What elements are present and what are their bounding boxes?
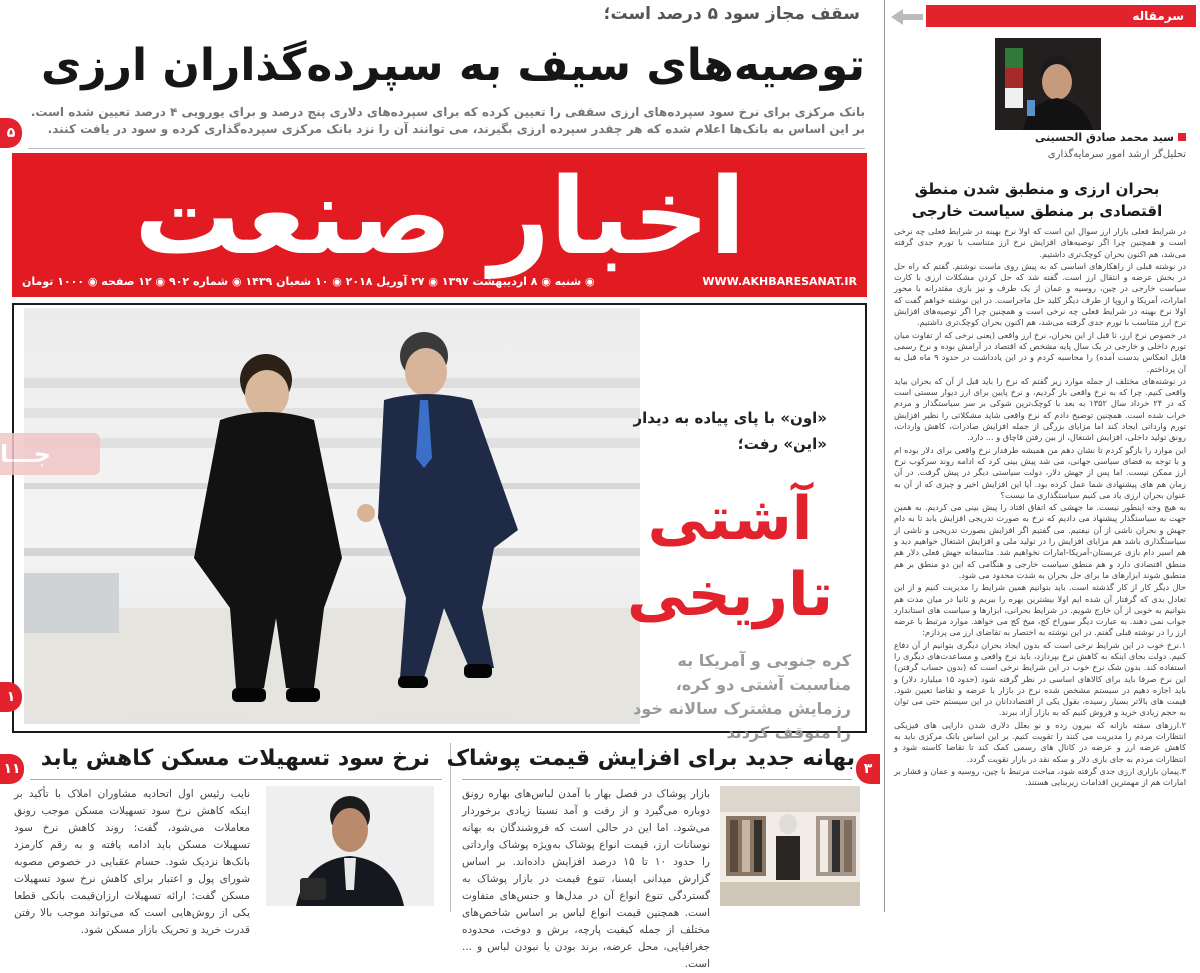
author-photo [995,38,1101,130]
opinion-column [884,0,1196,912]
divider [30,779,442,780]
bottom-right-headline[interactable]: بهانه جدید برای افزایش قیمت پوشاک [446,746,855,771]
opinion-paragraph: در شرایط فعلی بازار ارز سوال این است که اولا نرخ بهینه در شرایط فعلی چه نرخی است و همچنین چرا اگر توصیه‌های افزایش نرخ ارز متناسب با تورم جدی گرفته می‌شد، هم اکنون بحران کوچک‌تری داشتیم. [894,226,1186,259]
opinion-paragraph: ۲.ارزهای سفته بازانه که بیرون زده و نو بعلل دلاری شدن دارایی های فیزیکی انتظارات مردم را مدیریت می کنند را تقویت کنیم. بر این اساس بانک مرکزی باید به کاهش عرضه ارز و عرضه در کانال های رسمی کمک کند تا تقاضا کاسته شود و انتظارات مردم به جای بازی دلار و سکه نقد در بازار تقویت گردد. [894,719,1186,764]
official-portrait [266,786,434,906]
opinion-paragraph: این موارد را بازگو کردم تا نشان دهم من همیشه طرفدار نرخ واقعی برای دلار بوده ام و با توجه به فضای سیاسی جهانی، می شد پیش بینی کرد که ادامه روند سرکوب نرخ ارز ممکن نیست. اما پس از جهش دلار، دولت سیاستی دیگر در پیش گرفت. در آن زمان هم های پیشنهادی شما عمل کرده بود. آیا این افزایش اخیر و چیزی که از آن به عنوان بحران ارزی یاد می کنیم سیاستگذاری ما نیست؟ [894,444,1186,500]
bottom-left-body: نایب رئیس اول اتحادیه مشاوران املاک با تأکید بر اینکه کاهش نرخ سود تسهیلات مسکن موجب رونق معاملات می‌شود، گفت: روند کاهش نرخ سود تسهیلات مسکن باید ادامه یافته و به رقم کارمزد بانک‌ها نزدیک شود. حسام عقبایی در خصوص مصوبه شورای پول و اعتبار برای کاهش نرخ سود تسهیلات مسکن گفت: ارائه تسهیلات ارزان‌قیمت بانکی قطعا یکی از روش‌هایی است که می‌تواند موجب بالا رفتن قدرت خرید و تحریک بازار مسکن شود. [14,788,250,936]
bottom-left-headline[interactable]: نرخ سود تسهیلات مسکن کاهش یابد [40,746,430,771]
photo-story-headline[interactable]: آشتی تاریخی [626,484,834,630]
photo-story-kicker: «اون» با پای پیاده به دیدار «این» رفت؛ [633,409,827,453]
return-arrow-icon [889,7,925,27]
divider [28,148,865,149]
side-tab: جـــا [0,433,100,475]
masthead-website[interactable]: WWW.AKHBARESANAT.IR [702,274,857,288]
masthead-issue-line: ◉ شنبه ◉ ۸ اردیبهشت ۱۳۹۷ ◉ ۲۷ آوریل ۲۰۱۸ ◉ ۱۰ شعبان ۱۴۳۹ ◉ شماره ۹۰۲ ◉ ۱۲ صفحه ◉ ۱۰۰۰ تومان [22,274,595,288]
opinion-paragraph: به هیچ وجه اینطور نیست. ما جهشی که اتفاق افتاد را پیش بینی می کردیم. به همین جهت به سیاستگذار پیشنهاد می دادیم که نرخ به صورت تدریجی افزایش یابد تا به دام جهش و بحران ناشی از آن نیفتیم. می گفتیم اگر افزایش بصورت تدریجی و ناشی از سیاستگذاری باشد هم مزایای افزایش را در تولید ملی و افزایش اشتغال خواهیم دید و هم اسیر دام بازی عربستان‌-آمریکا‌-امارات نخواهیم شد. متاسفانه جهش فعلی دلار هم منطق اقتصادی دارد و هم منطق سیاست خارجی و هنگامی که این دو منطق بر هم منطبق شوند ابزارهای ما برای حل بحران به شدت محدود می شود. [894,502,1186,580]
page-number-badge: ۳ [856,754,880,784]
author-name: سید محمد صادق الحسینی [986,131,1186,144]
page-number-badge: ۵ [0,118,22,148]
top-story-lead: بانک مرکزی برای نرخ سود سپرده‌های ارزی سقفی را تعیین کرده که برای سپرده‌های دلاری پنج درصد و برای یورویی ۴ درصد تعیین شده است. بر این اساس به بانک‌ها اعلام شده که هر چقدر سپرده ارزی بگیرند، می توانند آن را نزد بانک مرکزی سپرده‌گذاری کرده و سود در یافت کنند. [30,105,865,136]
clothing-store-photo [720,786,860,906]
red-square-bullet-icon [1178,133,1186,141]
opinion-paragraph: حال دیگر کار از کار گذشته است. باید بتوانیم همین شرایط را مدیریت کنیم و از این تعادل بدی که گرفتار آن شده ایم اولا بیشترین بهره را ببریم و ثانیا در میان مدت هم بتوانیم به خوبی از آن خارج شویم. در شرایط بحرانی، ابزارها و سیاست های استاندارد جواب نمی دهند. به عبارت دیگر سوراخ کج، میخ کج می خواهد. موارد مرتبط با عرضه ارز را در نوشته قبلی گفتم. در این نوشته به اختصار به تقاضای ارز می پردازم: [894,582,1186,638]
top-story-headline[interactable]: توصیه‌های سیف به سپرده‌گذاران ارزی [40,40,865,91]
clothing-store-illustration [720,786,860,906]
page-number-badge: ۱ [0,682,22,712]
opinion-paragraph: در نوشته‌های مختلف از جمله موارد زیر گفتم که نرخ را باید قبل از آن که بحران بیاید واقعی کنیم. چرا که به نرخ واقعی باز گردیم، و نرخ پایین برای ارز دیوار سستی است که در ۲۴ خرداد سال ۱۳۵۲ به بعد با کوچک‌ترین شوکی بر سر سیاستگذار و مردم خراب شده است. همچنین توضیح دادم که نرخ واقعی شاید مشکلاتی را نظیر افزایش تورم وارداتی ایجاد کند اما مزایای بزرگی از جمله افزایش صادرات، کاهش واردات، رونق تولید داخلی، افزایش اشتغال، از بین رفتن قاچاق و ... دارد. [894,375,1186,443]
author-photo-illustration [995,38,1101,130]
bottom-right-body: بازار پوشاک در فصل بهار با آمدن لباس‌های بهاره رونق دوباره می‌گیرد و از رفت و آمد نسبتا زیادی برخوردار می‌شود. اما این در حالی است که فروشندگان به بهانه نوسانات ارز، قیمت انواع پوشاک به‌ویژه پوشاک وارداتی را حدود ۱۰ تا ۱۵ درصد افزایش داده‌اند. بر اساس گزارش میدانی ایسنا، تنوع قیمت در بازار پوشاک به گستردگی تنوع انواع آن در مدل‌ها و جنس‌های متفاوت است. همچنین قیمت انواع لباس بر اساس شاخص‌های مختلف از جمله کیفیت پارچه، برش و دوخت، محدوده جغرافیایی، محل عرضه، برند بودن یا نبودن لباس و ... است. [462,788,710,970]
opinion-paragraph: در نوشته قبلی از راهکارهای اساسی که به پیش روی ماست نوشتم. گفتم که راه حل در بخش عرضه و انتقال ارز است. گفته شد که حل کردن مشکلات ارزی با کارت سیاست خارجی در چین، روسیه و عمان از یک طرف و نیز بازی مقتدرانه با محور امارات، آمریکا و اروپا از طرف دیگر کلید حل ماجراست. در این نوشته خواهم گفت که اولا نرخ بهینه در شرایط فعلی چه نرخی است و همچنین چرا اگر توصیه‌های افزایش نرخ ارز متناسب با تورم جدی گرفته می‌شد، هم اکنون بحران کوچک‌تری داشتیم. [894,260,1186,328]
masthead-info-bar [22,271,857,291]
top-story-kicker: سقف مجاز سود ۵ درصد است؛ [603,4,860,24]
opinion-paragraph: در خصوص نرخ ارز، تا قبل از این بحران، نرخ ارز واقعی (یعنی نرخی که از تفاوت میان تورم داخلی و خارجی در یک سال پایه مشخص که اقتصاد در آرامش بوده و نرخ رسمی قابل انعکاس بدست آمده) را محاسبه کردم و در این یادداشت در حدود ۹ ماه قبل به آن پرداختم. [894,329,1186,374]
opinion-headline[interactable]: بحران ارزی و منطبق شدن منطق اقتصادی بر منطق سیاست خارجی [911,180,1163,220]
divider [462,779,852,780]
page-number-badge: ۱۱ [0,754,24,784]
leaders-photo-illustration [24,308,640,724]
opinion-body [894,226,1186,906]
author-role: تحلیل‌گر ارشد امور سرمایه‌گذاری [1047,149,1186,160]
opinion-paragraph: ۱.نرخ خوب در این شرایط نرخی است که بدون ایجاد بحران دیگری بتوانیم از آن دفاع کنیم. دولت بجای اینکه به کاهش نرخ بپردازد، باید نرخ واقعی و مساعدت‌های دیگری را استفاده کند. بدون شک نرخ خوب در این شرایط نرخی است که (بدون حساب گرفتن) این نرخ صرفا باید برای کالاهای اساسی در نظر گرفته شود (حدود ۱۵ میلیارد دلار) و باید اجازه دهیم در سیستم مشخص شده نرخ در بازار با عرضه و تقاضا تعیین شود. قیمت های بالاتر بسیار رسیده، بقول یکی از اقتصاددانان در این سیستم حتی می توان به حجم زیادی خرید و فروش کنیم که به بازار آزاد ببرند. [894,639,1187,718]
official-portrait-illustration [266,786,434,906]
photo-story-text: کره جنوبی و آمریکا به مناسبت آشتی دو کره، رزمایش مشترک سالانه خود را متوقف کردند [633,651,851,742]
opinion-paragraph: ۳.پیمان بازاری ارزی جدی گرفته شود، مباحث مرتبط با چین، روسیه و عمان و فشار بر امارات هم از مهمترین اقدامات زیربنایی هستند. [894,765,1186,788]
opinion-section-label: سرمقاله [926,5,1196,27]
photo-story-frame [12,303,867,742]
masthead [12,153,867,297]
leaders-photo[interactable] [24,308,640,724]
masthead-logo-text: اخبار صنعت [134,155,746,278]
